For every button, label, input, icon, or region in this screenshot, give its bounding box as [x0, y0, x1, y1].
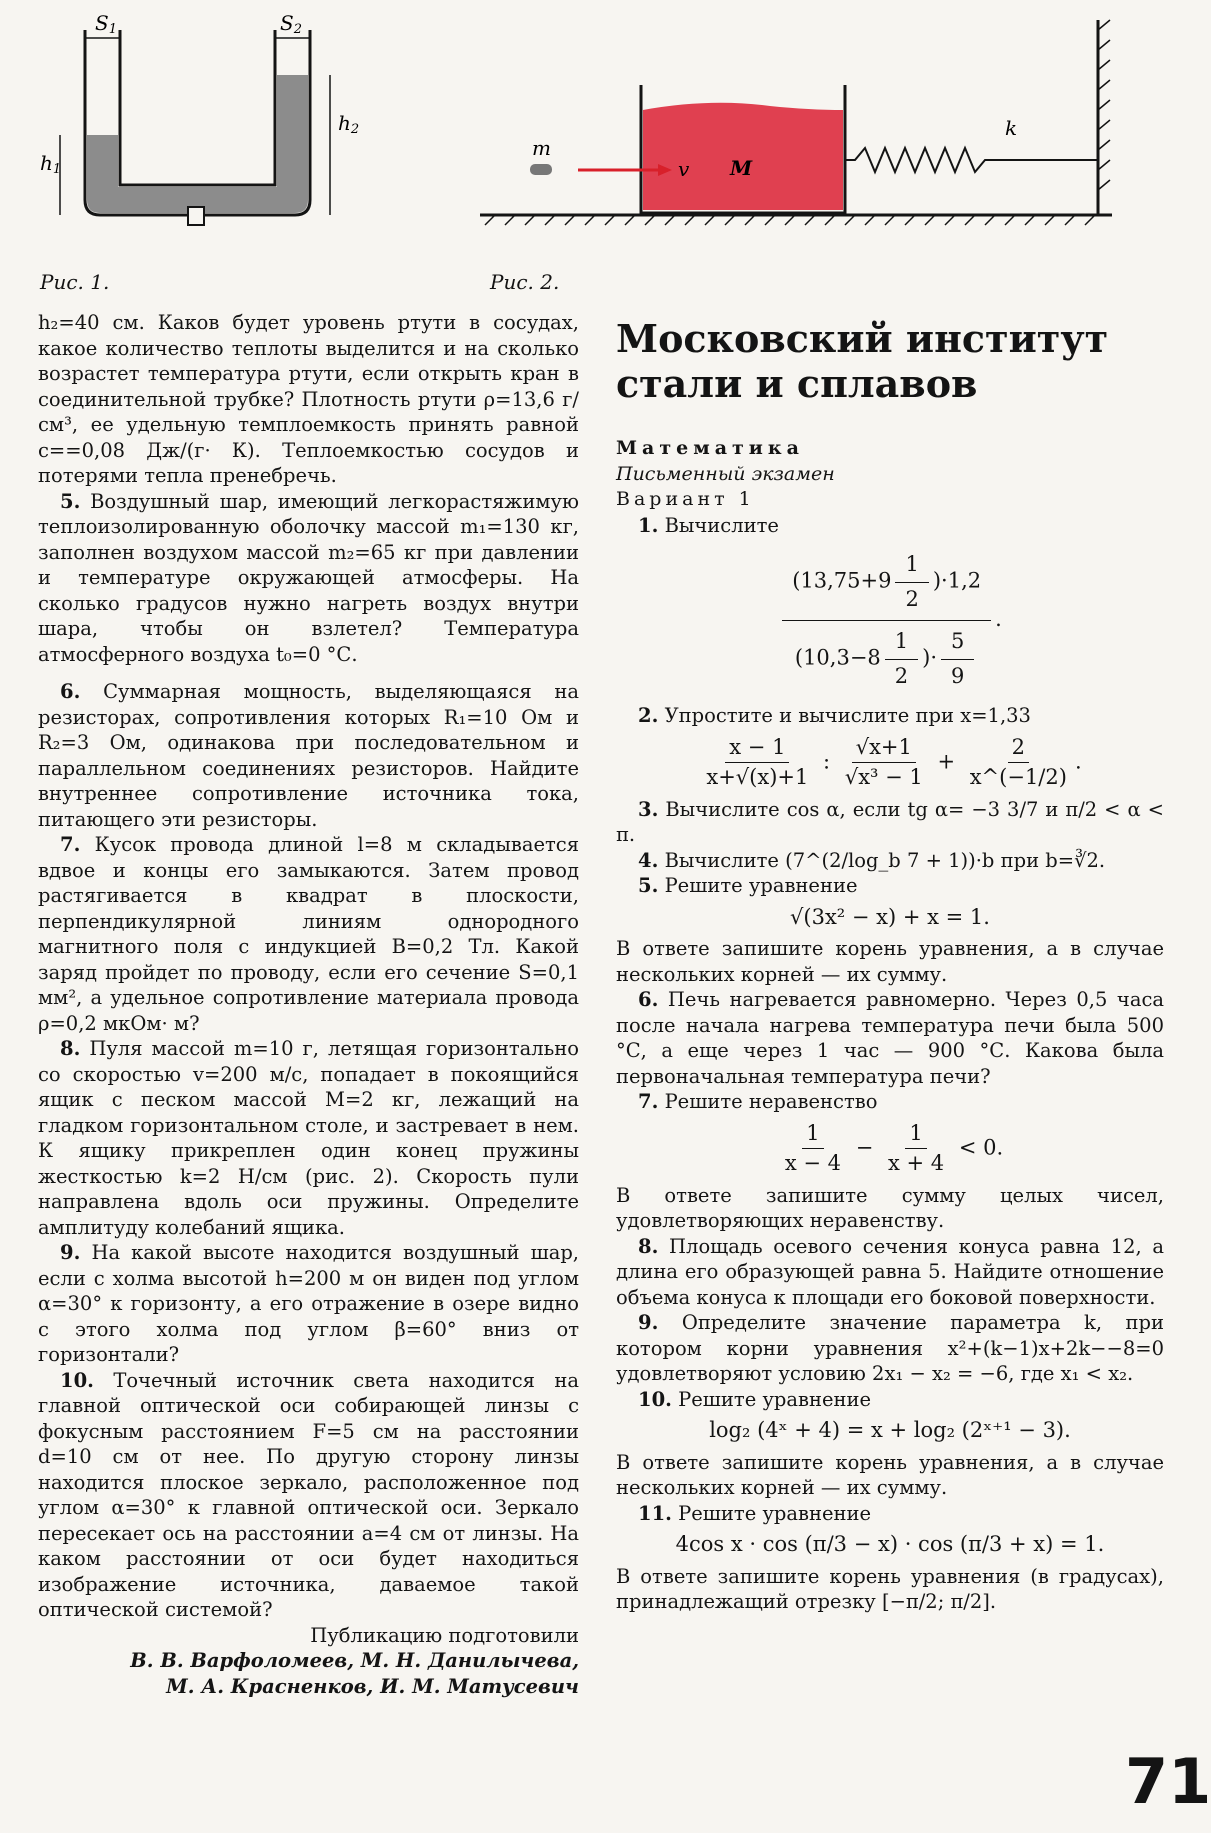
- valve: [188, 207, 204, 225]
- bullet: [530, 164, 552, 175]
- problem-8: 8. Пуля массой m=10 г, летящая горизонтально со скоростью v=200 м/с, попадает в покоящийся ящик с песком массой M=2 кг, лежащий на гладком горизонтальном столе, и застревает в нем. К ящику прикреплен один конец пружины жесткостью k=2 Н/см (рис. 2). Скорость пули направлена вдоль оси пружины. Определите амплитуду колебаний ящика.: [38, 1037, 579, 1239]
- credits-prepared: Публикацию подготовили: [310, 1623, 579, 1647]
- svg-text:S1: S1: [95, 11, 117, 37]
- formula-7: $\frac{1}{x - 4}$ − $\frac{1}{x + 4}$ < 0.: [784, 1120, 1004, 1175]
- svg-text:S2: S2: [280, 11, 302, 37]
- section-heading: Московский институт стали и сплавов: [616, 316, 1109, 406]
- math-problem-3: 3. Вычислите cos α, если tg α= −3 3/7 и π/2 < α < π.: [616, 797, 1164, 846]
- math-problem-7: 7. Решите неравенство: [638, 1090, 878, 1113]
- math-problem-4: 4. Вычислите (7^(2/log_b 7 + 1))·b при b=∛2.: [638, 848, 1106, 872]
- variant-label: Вариант 1: [616, 488, 755, 510]
- svg-text:h2: h2: [338, 111, 360, 137]
- svg-text:k: k: [1005, 116, 1018, 140]
- formula-11: 4cos x · cos (π/3 − x) · cos (π/3 + x) = 1.: [675, 1532, 1105, 1556]
- problem-5: 5. Воздушный шар, имеющий легкорастяжимую теплоизолированную оболочку массой m₁=130 кг, заполнен воздухом массой m₂=65 кг при давлении и температуре окружающей атмосферы. На сколько градусов нужно нагреть воздух внутри шара, чтобы он взлетел? Температура атмосферного воздуха t₀=0 °С.: [38, 489, 579, 666]
- figure-2-caption: Рис. 2.: [490, 270, 560, 294]
- math-problem-2: 2. Упростите и вычислите при x=1,33: [638, 704, 1031, 727]
- credits-authors-2: М. А. Красненков, И. М. Матусевич: [166, 1674, 579, 1698]
- math-problem-5-note: В ответе запишите корень уравнения, а в случае нескольких корней — их сумму.: [616, 937, 1164, 986]
- figure-1-caption: Рис. 1.: [40, 270, 110, 294]
- page-number: 71: [1125, 1745, 1211, 1818]
- problem-7: 7. Кусок провода длиной l=8 м складывается вдвое и концы его замыкаются. Затем провод растягивается в квадрат в плоскости, перпендикулярной линиям однородного магнитного поля с индукцией B=0,2 Тл. Какой заряд пройдет по проводу, если его сечение S=0,1 мм², а удельное сопротивление материала провода ρ=0,2 мкОм· м?: [38, 833, 579, 1035]
- problem-9: 9. На какой высоте находится воздушный шар, если с холма высотой h=200 м он виден под углом α=30° к горизонту, а его отражение в озере видно с этого холма под углом β=60° вниз от горизонтали?: [38, 1241, 580, 1366]
- subject-label: Математика: [616, 437, 804, 459]
- formula-1: (13,75+9 $\frac{1}{2}$ )·1,2 (10,3−8 $\frac{1}{2}$ )· $\frac{5}{9}$ .: [616, 544, 1164, 697]
- problem-4-continuation: h₂=40 см. Каков будет уровень ртути в сосудах, какое количество теплоты выделится и на сколько возрастет температура ртути, если открыть кран в соединительной трубке? Плотность ртути ρ=13,6 г/см³, ее удельную темплоемкость принять равной c==0,08 Дж/(г· К). Теплоемкостью сосудов и потерями тепла пренебречь.: [38, 311, 579, 487]
- math-problem-9: 9. Определите значение параметра k, при котором корни уравнения x²+(k−1)x+2k−−8=0 удовлетворяют условию 2x₁ − x₂ = −6, где x₁ < x₂.: [616, 1311, 1164, 1385]
- math-problem-11-note: В ответе запишите корень уравнения (в градусах), принадлежащий отрезку [−π/2; π/2].: [616, 1564, 1164, 1613]
- svg-text:h1: h1: [40, 151, 62, 177]
- math-problem-5: 5. Решите уравнение: [638, 874, 858, 897]
- math-problem-11: 11. Решите уравнение: [638, 1501, 872, 1525]
- formula-2: $\frac{x - 1}{x+√(x)+1}$ : $\frac{√x+1}{\text{√x³ − 1}}$ + $\frac{2}{x\^{}(-1/2)}$ .: [706, 734, 1082, 789]
- formula-10: log₂ (4ˣ + 4) = x + log₂ (2ˣ⁺¹ − 3).: [709, 1418, 1071, 1442]
- problem-10: 10. Точечный источник света находится на главной оптической оси собирающей линзы с фокусным расстоянием F=5 см на расстоянии d=10 см от нее. По другую сторону линзы находится плоское зеркало, расположенное под углом α=30° к главной оптической оси. Зеркало пересекает ось на расстоянии a=4 см от линзы. На каком расстоянии от оси будет находиться изображение источника, даваемое такой оптической системой?: [38, 1368, 579, 1621]
- svg-text:v: v: [678, 157, 690, 181]
- math-problem-8: 8. Площадь осевого сечения конуса равна 12, а длина его образующей равна 5. Найдите отношение объема конуса к площади его боковой поверхности.: [616, 1234, 1164, 1309]
- math-problem-7-note: В ответе запишите сумму целых чисел, удовлетворяющих неравенству.: [616, 1183, 1164, 1232]
- svg-text:M: M: [730, 156, 753, 180]
- figure-2-bullet-box-spring: [480, 10, 1180, 225]
- math-problem-10: 10. Решите уравнение: [638, 1387, 872, 1411]
- svg-text:m: m: [532, 136, 551, 160]
- exam-label: Письменный экзамен: [616, 462, 835, 485]
- credits-authors-1: В. В. Варфоломеев, М. Н. Данилычева,: [130, 1649, 579, 1672]
- spring: [845, 148, 1098, 172]
- right-column: [616, 316, 1164, 1615]
- left-column: [38, 310, 579, 1699]
- figure-1-u-tube: [40, 10, 370, 230]
- problem-6: 6. Суммарная мощность, выделяющаяся на резисторах, сопротивления которых R₁=10 Ом и R₂=3 Ом, одинакова при последовательном и параллельном соединениях резисторов. Найдите внутреннее сопротивление источника тока, питающего эти резисторы.: [38, 680, 579, 831]
- formula-5: √(3x² − x) + x = 1.: [790, 904, 990, 929]
- math-problem-10-note: В ответе запишите корень уравнения, а в случае нескольких корней — их сумму.: [616, 1450, 1164, 1499]
- math-problem-6: 6. Печь нагревается равномерно. Через 0,5 часа после начала нагрева температура печи была 500 °С, а еще через 1 час — 900 °С. Какова была первоначальная температура печи?: [616, 988, 1164, 1088]
- math-problem-1: 1. Вычислите: [638, 513, 779, 537]
